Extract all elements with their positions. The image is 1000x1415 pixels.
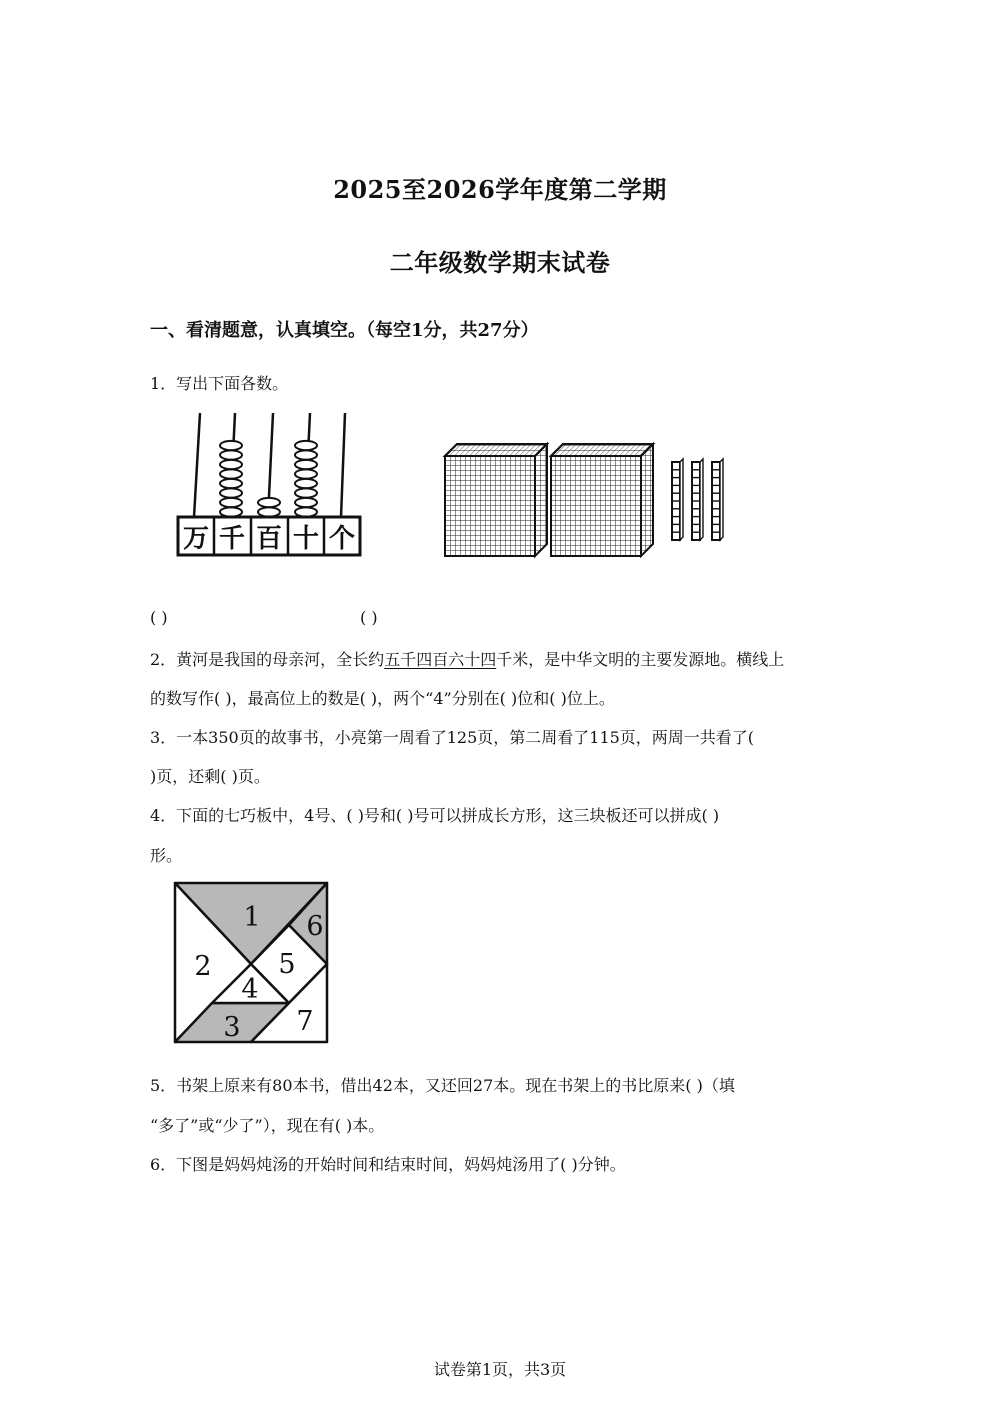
abacus-bead [220, 469, 242, 478]
ten-rod [692, 459, 703, 540]
tangram-label-5: 5 [278, 949, 296, 980]
question-1-text: 1．写出下面各数。 [150, 374, 289, 393]
page-footer: 试卷第1页，共3页 [433, 1360, 567, 1379]
question-2-text-b: 千米，是中华文明的主要发源地。横线上 [496, 650, 785, 669]
tangram-label-1: 1 [243, 902, 261, 933]
abacus-bead [295, 469, 317, 478]
abacus-bead [220, 507, 242, 516]
abacus-bead [295, 479, 317, 488]
number-cubes-figure [440, 440, 740, 558]
abacus-bead [220, 498, 242, 507]
abacus-bead [220, 488, 242, 497]
abacus-figure [172, 405, 367, 563]
abacus-bead [220, 460, 242, 469]
question-2-line-1 [150, 647, 784, 670]
abacus-label: 百 [255, 524, 283, 554]
section-heading: 一、看清题意，认真填空。（每空1分，共27分） [150, 320, 539, 341]
exam-title: 2025至2026学年度第二学期 [333, 175, 667, 204]
abacus-bead [295, 498, 317, 507]
thousand-cube [551, 444, 653, 556]
question-2-text-a: 2．黄河是我国的母亲河，全长约 [150, 650, 385, 669]
abacus-label: 十 [292, 524, 320, 554]
abacus-label: 个 [328, 524, 356, 554]
tangram-label-4: 4 [241, 974, 259, 1005]
tangram-label-6: 6 [306, 911, 324, 942]
ten-rod [712, 459, 723, 540]
abacus-label: 万 [182, 524, 210, 554]
abacus-bead [220, 450, 242, 459]
abacus-bead [258, 507, 280, 516]
abacus-bead [295, 488, 317, 497]
question-2-underlined-number: 五千四百六十四 [384, 650, 497, 669]
abacus-bead [295, 460, 317, 469]
abacus-bead [295, 450, 317, 459]
answer-blank-abacus[interactable]: ( ) [150, 608, 168, 627]
tangram-label-7: 7 [296, 1006, 314, 1037]
tangram-label-2: 2 [194, 951, 212, 982]
answer-blank-cubes[interactable]: ( ) [360, 608, 378, 627]
ten-rod [672, 459, 683, 540]
abacus-bead [295, 441, 317, 450]
exam-subtitle: 二年级数学期末试卷 [389, 248, 611, 277]
question-3-line-2: )页，还剩( )页。 [150, 767, 270, 786]
question-3-line-1: 3．一本350页的故事书，小亮第一周看了125页，第二周看了115页，两周一共看了( [150, 728, 755, 747]
tangram-label-3: 3 [223, 1012, 241, 1043]
abacus-label: 千 [218, 524, 246, 554]
abacus-bead [220, 441, 242, 450]
thousand-cube [445, 444, 547, 556]
question-6-line-1: 6．下图是妈妈炖汤的开始时间和结束时间，妈妈炖汤用了( )分钟。 [150, 1155, 626, 1174]
abacus-bead [220, 479, 242, 488]
question-5-line-2: “多了”或“少了”），现在有( )本。 [150, 1116, 385, 1135]
question-2-line-2: 的数写作( )，最高位上的数是( )，两个“4”分别在( )位和( )位上。 [150, 689, 615, 708]
question-5-line-1: 5．书架上原来有80本书，借出42本，又还回27本。现在书架上的书比原来( )（填 [150, 1076, 735, 1095]
tangram-figure [170, 880, 332, 1048]
question-4-line-1: 4．下面的七巧板中，4号、( )号和( )号可以拼成长方形，这三块板还可以拼成( ) [150, 806, 720, 825]
abacus-bead [295, 507, 317, 516]
abacus-bead [258, 498, 280, 507]
question-4-line-2: 形。 [150, 846, 183, 865]
